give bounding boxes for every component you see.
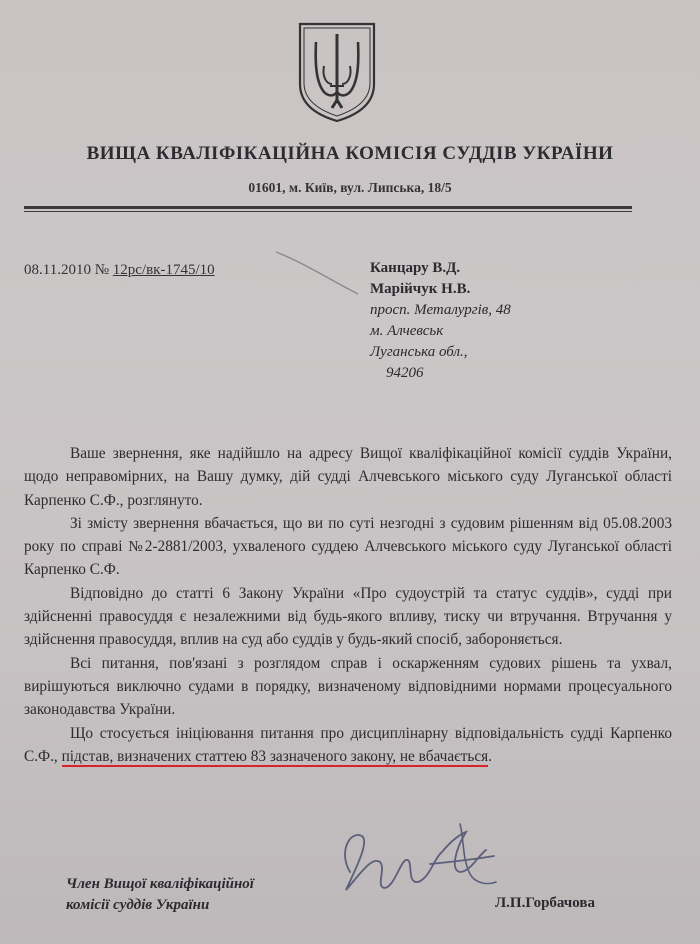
- letterhead-divider-thin: [24, 211, 632, 212]
- body-paragraph: Всі питання, пов'язані з розглядом справ і оскарженням судових рішень та ухвал, вирішуються виключно судами в порядку, визначеному відповідними нормами процесуального законодавства України.: [24, 654, 672, 719]
- letterhead-divider: [24, 206, 632, 209]
- addressee-name: Марійчук Н.В.: [370, 281, 471, 297]
- signatory-title-line: Член Вищої кваліфікаційної: [66, 876, 254, 892]
- organization-address: 01601, м. Київ, вул. Липська, 18/5: [248, 180, 452, 195]
- trident-coat-of-arms-icon: [296, 20, 378, 124]
- highlighted-conclusion: підстав, визначених статтею 83 зазначеного закону, не вбачається: [61, 747, 489, 765]
- addressee-city: м. Алчевськ: [370, 323, 444, 339]
- signatory-name: Л.П.Горбачова: [495, 895, 595, 911]
- pen-stroke-mark: [272, 248, 362, 298]
- addressee-block: [370, 258, 511, 384]
- letter-reference: [24, 262, 215, 279]
- number-sign: №: [94, 262, 110, 278]
- addressee-street: просп. Металургів, 48: [370, 302, 511, 318]
- letter-number: 12рс/вк-1745/10: [112, 262, 215, 278]
- addressee-region: Луганська обл.,: [370, 344, 468, 360]
- signatory-title-line: комісії суддів України: [66, 897, 210, 913]
- body-paragraph: Ваше звернення, яке надійшло на адресу Вищої кваліфікаційної комісії суддів України, щодо неправомірних, на Вашу думку, дій судді Алчевського міського суду Луганської області Карпенко С.Ф., розглянуто.: [24, 445, 672, 509]
- final-period: .: [488, 747, 493, 765]
- body-paragraph-final: [24, 722, 672, 769]
- letter-date: 08.11.2010: [24, 262, 91, 278]
- organization-name: ВИЩА КВАЛІФІКАЦІЙНА КОМІСІЯ СУДДІВ УКРАЇНИ: [86, 143, 614, 164]
- handwritten-signature: [310, 812, 510, 907]
- final-paragraph-text: Що стосується ініціювання питання про дисциплінарну відповідальність судді Карпенко С.Ф.,: [24, 724, 672, 765]
- body-paragraph: Відповідно до статті 6 Закону України «Про судоустрій та статус суддів», судді при здійсненні правосуддя є незалежними від будь-якого впливу, тиску чи втручання. Втручання у здійснення правосуддя, вплив на суд або суддів у будь-який спосіб, забороняється.: [24, 584, 672, 649]
- body-paragraph: Зі змісту звернення вбачається, що ви по суті незгодні з судовим рішенням від 05.08.2003 року по справі №2-2881/2003, ухваленого суддею Алчевського міського суду Луганської області Карпенко С.Ф.: [24, 514, 672, 579]
- addressee-postcode: 94206: [386, 365, 424, 381]
- signatory-title: [66, 874, 254, 916]
- letter-body: [24, 442, 672, 768]
- addressee-name: Канцару В.Д.: [370, 260, 461, 276]
